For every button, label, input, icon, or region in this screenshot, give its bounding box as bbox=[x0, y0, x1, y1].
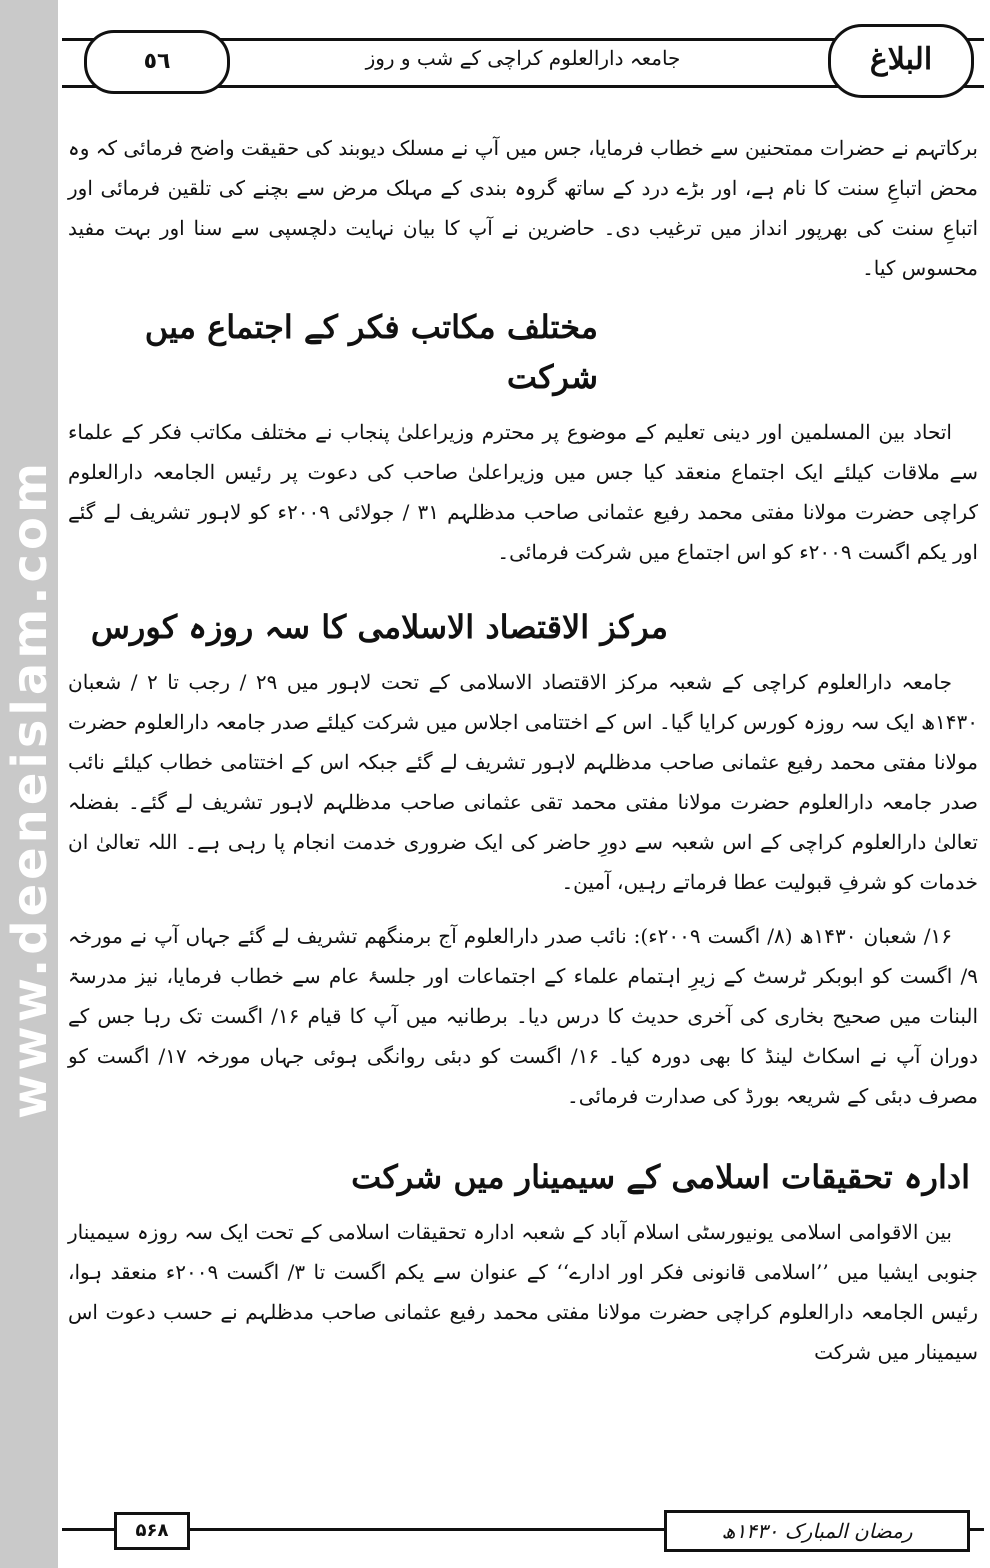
section-heading-interfaith-gathering: مختلف مکاتب فکر کے اجتماع میں شرکت bbox=[144, 308, 598, 396]
section-paragraph: بین الاقوامی اسلامی یونیورسٹی اسلام آباد کے شعبہ ادارہ تحقیقات اسلامی کے تحت ایک سہ روزہ سیمینار جنوبی ایشیا میں ’’اسلامی قانونی فکر اور ادارے‘‘ کے عنوان سے یکم اگست تا ۳/ اگست ۲۰۰۹ء منعقد ہوا، رئیس الجامعہ دارالعلوم کراچی حضرت مولانا مفتی محمد رفیع عثمانی صاحب مدظلہم نے حسب دعوت اس سیمینار میں شرکت bbox=[68, 1220, 978, 1364]
section-heading-seminar: ادارہ تحقیقات اسلامی کے سیمینار میں شرکت bbox=[351, 1158, 970, 1196]
section-paragraph: جامعہ دارالعلوم کراچی کے شعبہ مرکز الاقتصاد الاسلامی کے تحت لاہور میں ۲۹ / رجب تا ۲ / شعبان ۱۴۳۰ھ ایک سہ روزہ کورس کرایا گیا۔ اس کے اختتامی اجلاس میں شرکت کیلئے صدر جامعہ دارالعلوم حضرت مولانا مفتی محمد رفیع عثمانی صاحب مدظلہم لاہور تشریف لے گئے جبکہ اس کے اختتامی خطاب کیلئے نائب صدر جامعہ دارالعلوم حضرت مولانا مفتی محمد تقی عثمانی صاحب مدظلہم لاہور تشریف لے گئے۔ بفضلہ تعالیٰ دارالعلوم کراچی کے اس شعبہ سے دورِ حاضر کی ایک ضروری خدمت انجام پا رہی ہے۔ اللہ تعالیٰ ان خدمات کو شرفِ قبولیت عطا فرماتے رہیں، آمین۔ bbox=[68, 670, 978, 894]
article-body bbox=[68, 128, 978, 1386]
page-footer bbox=[62, 1510, 984, 1550]
footer-page-number: ۵۶۸ bbox=[114, 1512, 190, 1550]
site-watermark: www.deeneislam.com bbox=[2, 459, 58, 1119]
section-heading-economics-course: مرکز الاقتصاد الاسلامی کا سہ روزہ کورس bbox=[90, 608, 668, 646]
header-page-number: ٥٦ bbox=[84, 30, 230, 94]
intro-paragraph: برکاتہم نے حضرات ممتحنین سے خطاب فرمایا، جس میں آپ نے مسلک دیوبند کی حقیقت واضح فرمائی کہ وہ محض اتباعِ سنت کا نام ہے، اور بڑے درد کے ساتھ گروہ بندی کے مہلک مرض سے بچنے کی تلقین فرمائی اور اتباعِ سنت کی بھرپور انداز میں ترغیب دی۔ حاضرین نے آپ کا بیان نہایت دلچسپی سے سنا اور بہت مفید محسوس کیا۔ bbox=[68, 136, 978, 280]
page-header bbox=[62, 30, 984, 100]
page bbox=[62, 0, 984, 1568]
section-paragraph: اتحاد بین المسلمین اور دینی تعلیم کے موضوع پر محترم وزیراعلیٰ پنجاب نے مختلف مکاتب فکر کے علماء سے ملاقات کیلئے ایک اجتماع منعقد کیا جس میں وزیراعلیٰ صاحب کی دعوت پر رئیس الجامعہ دارالعلوم کراچی حضرت مولانا مفتی محمد رفیع عثمانی صاحب مدظلہم ۳۱ / جولائی ۲۰۰۹ء کو لاہور تشریف لے گئے اور یکم اگست ۲۰۰۹ء کو اس اجتماع میں شرکت فرمائی۔ bbox=[68, 420, 978, 564]
issue-label: رمضان المبارک ۱۴۳۰ھ bbox=[664, 1510, 970, 1552]
running-title: جامعہ دارالعلوم کراچی کے شب و روز bbox=[365, 46, 681, 70]
magazine-logo: البلاغ bbox=[828, 24, 974, 98]
watermark-strip bbox=[0, 0, 58, 1568]
section-paragraph: ۱۶/ شعبان ۱۴۳۰ھ (۸/ اگست ۲۰۰۹ء): نائب صدر دارالعلوم آج برمنگھم تشریف لے گئے جہاں آپ نے مورخہ ۹/ اگست کو ابوبکر ٹرسٹ کے زیرِ اہتمام علماء کے اجتماعات اور جلسۂ عام سے خطاب فرمایا، نیز مدرسۃ البنات میں صحیح بخاری کی آخری حدیث کا درس دیا۔ برطانیہ میں آپ کا قیام ۱۶/ اگست تک رہا جس کے دوران آپ نے اسکاٹ لینڈ کا بھی دورہ کیا۔ ۱۶/ اگست کو دبئی روانگی ہوئی جہاں مورخہ ۱۷/ اگست کو مصرف دبئی کے شریعہ بورڈ کی صدارت فرمائی۔ bbox=[68, 924, 979, 1108]
